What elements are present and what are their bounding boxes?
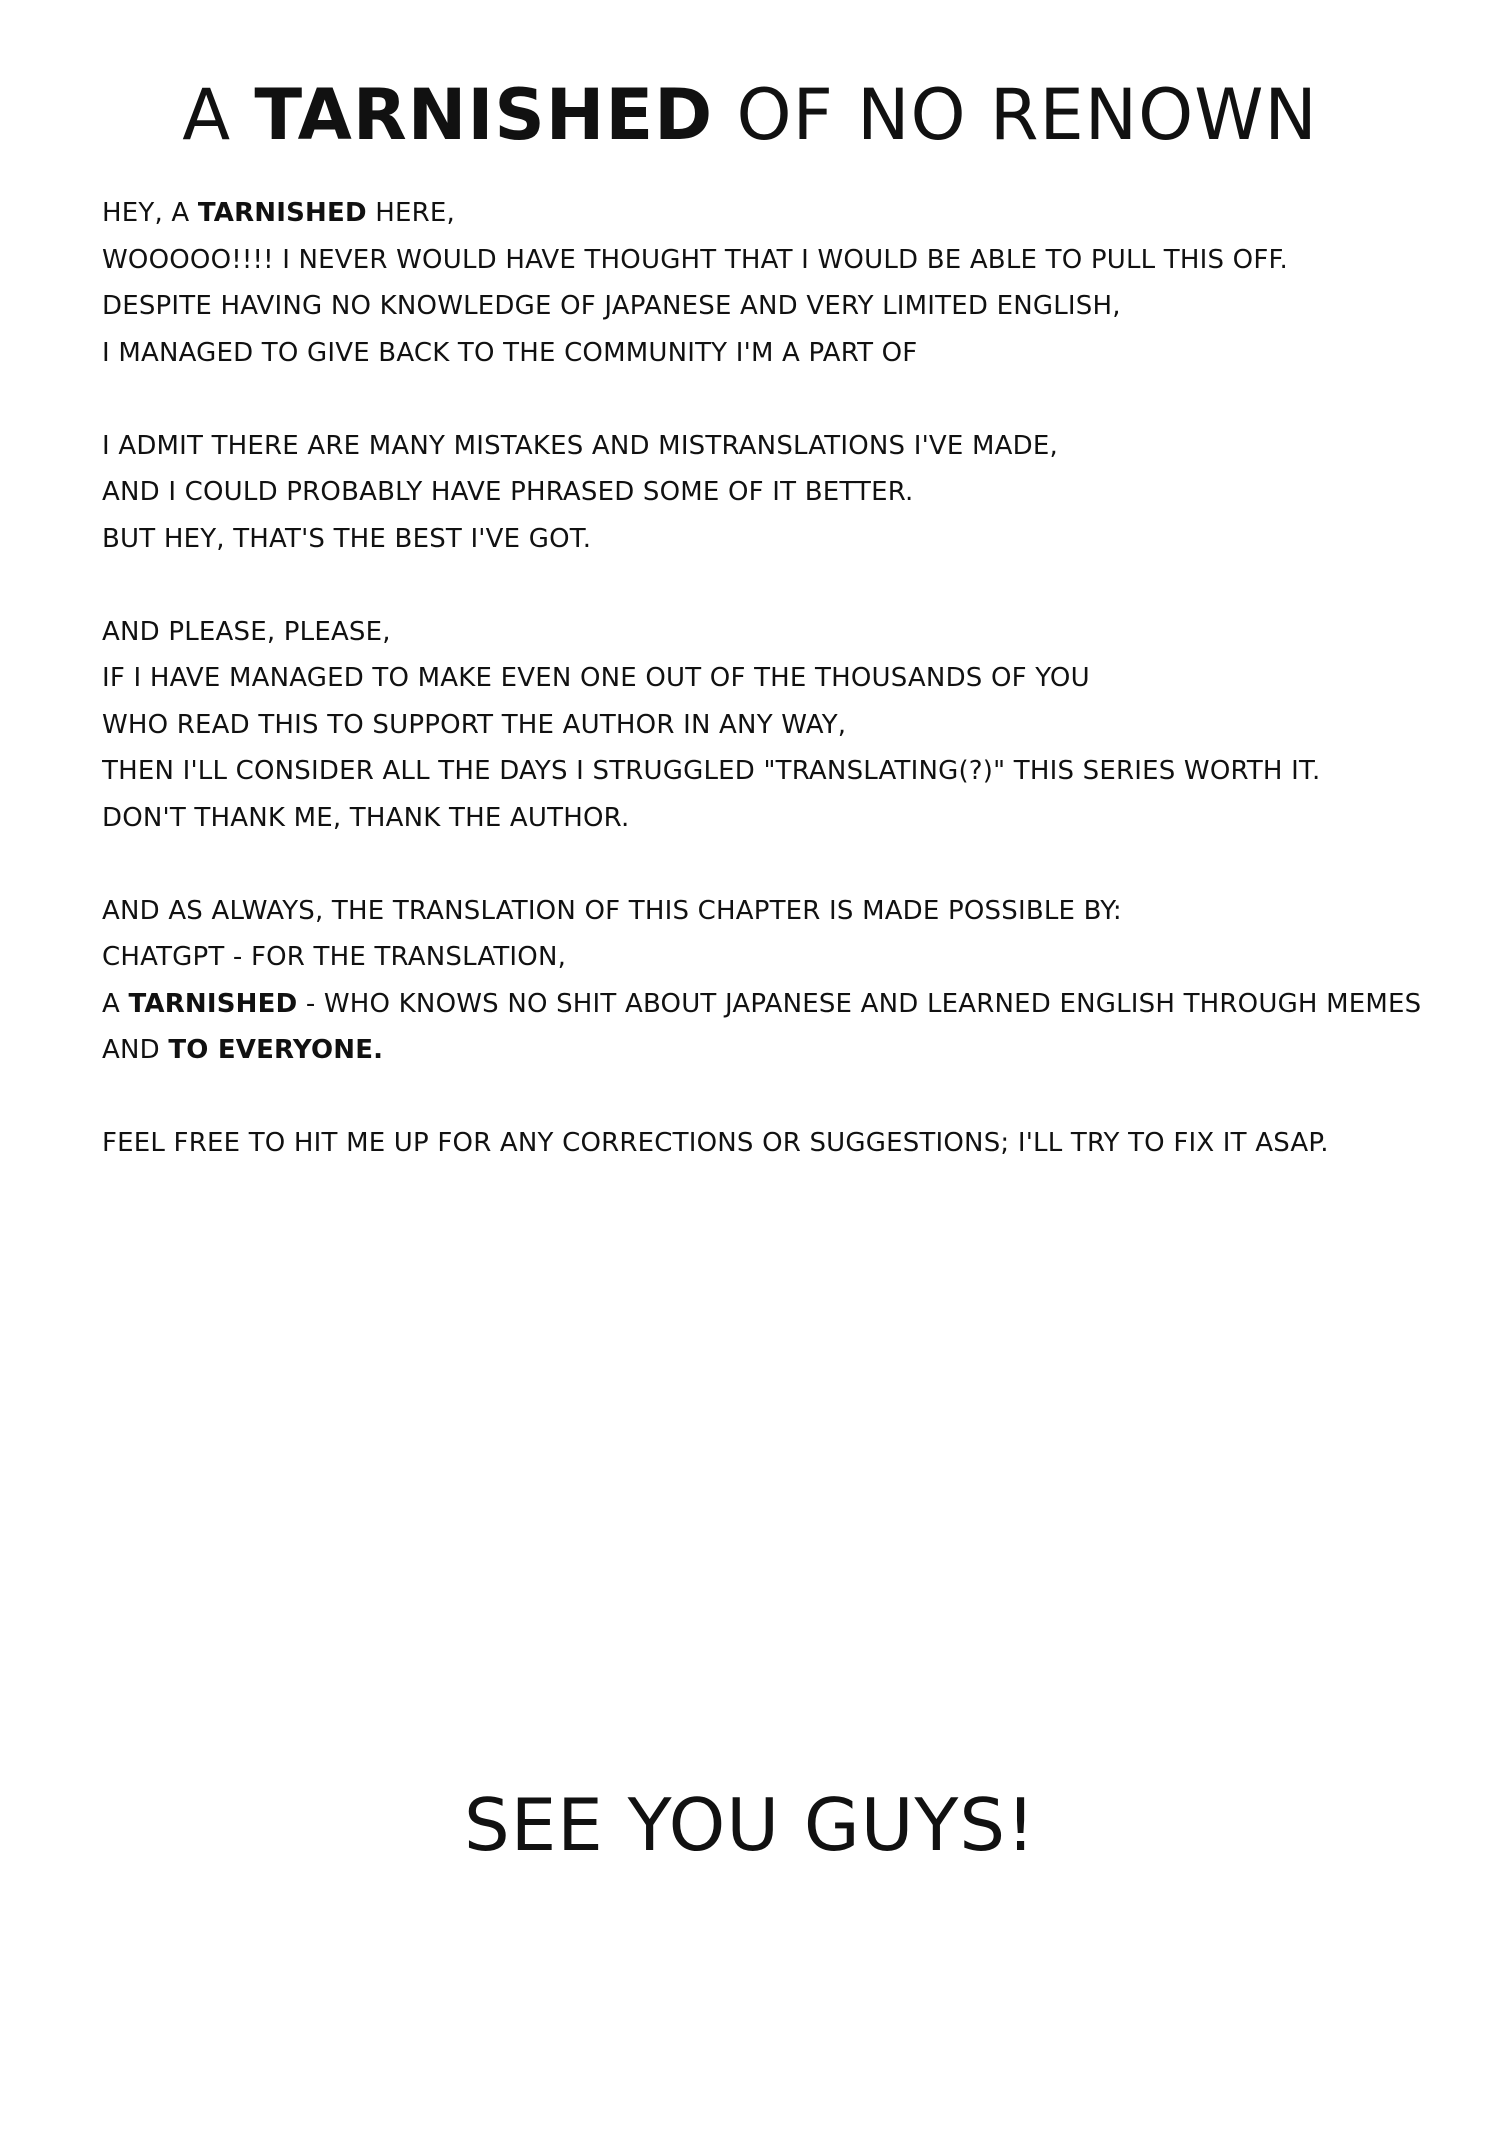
emphasis-fragment: TARNISHED (128, 988, 298, 1019)
emphasis-fragment: TO EVERYONE. (168, 1035, 384, 1065)
title-suffix: OF NO RENOWN (713, 74, 1318, 156)
paragraph-gap (102, 562, 1432, 609)
text-line: I ADMIT THERE ARE MANY MISTAKES AND MISTRANSLATIONS I'VE MADE, (102, 430, 1058, 461)
text-line: THEN I'LL CONSIDER ALL THE DAYS I STRUGGLED "TRANSLATING(?)" THIS SERIES WORTH IT. (102, 756, 1321, 786)
text-line: I MANAGED TO GIVE BACK TO THE COMMUNITY I'M A PART OF (102, 337, 918, 368)
emphasis-fragment: TARNISHED (197, 198, 367, 228)
text-line: CHATGPT - FOR THE TRANSLATION, (102, 942, 567, 972)
text-fragment: HEY, A (102, 198, 198, 228)
paragraph-gap (102, 841, 1432, 888)
title-emphasis: TARNISHED (254, 74, 714, 156)
text-fragment: HERE, (366, 198, 455, 228)
closing-message: SEE YOU GUYS! (464, 1783, 1036, 1867)
text-line (102, 190, 1432, 237)
text-line: IF I HAVE MANAGED TO MAKE EVEN ONE OUT OF THE THOUSANDS OF YOU (102, 663, 1090, 693)
body-text (102, 190, 1432, 1167)
text-fragment: AND (102, 1035, 169, 1065)
text-line: DON'T THANK ME, THANK THE AUTHOR. (102, 802, 630, 833)
text-line (102, 981, 1432, 1028)
text-line: DESPITE HAVING NO KNOWLEDGE OF JAPANESE AND VERY LIMITED ENGLISH, (102, 291, 1121, 321)
text-line: WHO READ THIS TO SUPPORT THE AUTHOR IN ANY WAY, (102, 709, 847, 740)
text-line: FEEL FREE TO HIT ME UP FOR ANY CORRECTIONS OR SUGGESTIONS; I'LL TRY TO FIX IT ASAP. (102, 1128, 1329, 1158)
page-title (0, 70, 1500, 160)
text-fragment: - WHO KNOWS NO SHIT ABOUT JAPANESE AND LEARNED ENGLISH THROUGH MEMES (297, 988, 1422, 1019)
text-fragment: A (102, 988, 129, 1019)
text-line: WOOOOO!!!! I NEVER WOULD HAVE THOUGHT THAT I WOULD BE ABLE TO PULL THIS OFF. (102, 244, 1288, 275)
text-line (102, 1027, 1432, 1074)
text-line: AND PLEASE, PLEASE, (102, 616, 391, 647)
text-line: AND I COULD PROBABLY HAVE PHRASED SOME OF IT BETTER. (102, 477, 914, 507)
paragraph-gap (102, 1074, 1432, 1121)
text-line: BUT HEY, THAT'S THE BEST I'VE GOT. (102, 523, 592, 554)
paragraph-gap (102, 376, 1432, 423)
text-line: AND AS ALWAYS, THE TRANSLATION OF THIS CHAPTER IS MADE POSSIBLE BY: (102, 895, 1122, 926)
title-prefix: A (182, 74, 255, 156)
